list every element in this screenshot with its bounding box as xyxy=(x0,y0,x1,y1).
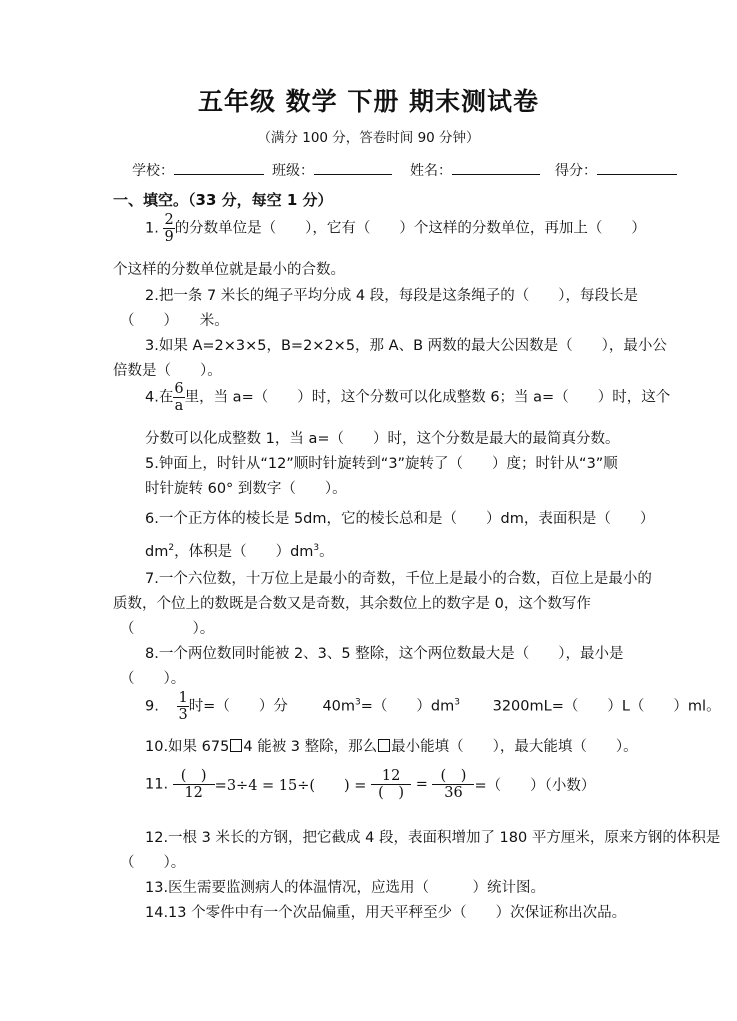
question-4-prefix: 4.在 xyxy=(145,389,174,406)
class-field xyxy=(272,160,392,180)
question-3-line-2: 倍数是（ ）。 xyxy=(113,363,222,379)
question-14-line: 14.13 个零件中有一个次品偏重，用天平秤至少（ ）次保证称出次品。 xyxy=(145,905,627,921)
question-5-line-2: 时针旋转 60° 到数字（ ）。 xyxy=(145,481,347,497)
question-9-part-4: 3200mL=（ ）L（ ）ml。 xyxy=(492,698,721,715)
score-label: 得分： xyxy=(555,163,597,179)
question-2-line-2: （ ） 米。 xyxy=(120,313,229,329)
score-field xyxy=(555,160,677,180)
question-2-line-1: 2.把一条 7 米长的绳子平均分成 4 段，每段是这条绳子的（ ），每段长是 xyxy=(145,288,638,304)
fraction-2-9: $\frac{2}{9}$ xyxy=(164,212,174,245)
name-blank[interactable] xyxy=(452,160,540,175)
section-heading: 一、填空。（33 分，每空 1 分） xyxy=(113,191,333,209)
class-blank[interactable] xyxy=(314,160,392,175)
question-6-end: 。 xyxy=(319,544,334,560)
question-12-line-2: （ ）。 xyxy=(120,855,186,871)
superscript-3b: 3 xyxy=(454,697,460,708)
question-7-line-3: （ ）。 xyxy=(120,621,215,637)
question-1-line-1 xyxy=(145,212,646,245)
question-6-volume-text: ，体积是（ ）dm xyxy=(174,544,314,560)
question-11-number: 11. xyxy=(145,776,169,793)
question-11-equation-2: = xyxy=(415,776,428,793)
question-7-line-2: 质数，个位上的数既是合数又是奇数，其余数位上的数字是 0，这个数写作 xyxy=(113,596,591,612)
fraction-6-a: $\frac{6}{a}$ xyxy=(174,381,184,414)
question-10-line xyxy=(145,735,638,756)
question-11-tail: =（ ）（小数） xyxy=(474,778,596,794)
score-blank[interactable] xyxy=(597,160,677,175)
name-field xyxy=(410,160,540,180)
question-7-line-1: 7.一个六位数，十万位上是最小的奇数，千位上是最小的合数，百位上是最小的 xyxy=(145,571,652,587)
page-title: 五年级 数学 下册 期末测试卷 xyxy=(197,87,540,116)
blank-box-icon xyxy=(378,739,390,752)
question-3-line-1: 3.如果 A=2×3×5，B=2×2×5，那 A、B 两数的最大公因数是（ ），最小公 xyxy=(145,338,667,354)
superscript-3: 3 xyxy=(313,543,320,553)
question-10-prefix: 10.如果 675 xyxy=(145,739,230,755)
blank-box-icon xyxy=(230,739,242,752)
question-9-number: 9. xyxy=(145,698,159,715)
school-blank[interactable] xyxy=(174,160,264,175)
school-label: 学校： xyxy=(132,163,174,179)
question-8-line-2: （ ）。 xyxy=(120,671,186,687)
superscript-2: 2 xyxy=(168,543,175,553)
question-1-text: 的分数单位是（ ），它有（ ）个这样的分数单位，再加上（ ） xyxy=(174,220,646,237)
question-1-number: 1. xyxy=(145,220,159,237)
question-11-equation-1: =3÷4 = 15÷( ) = xyxy=(214,778,367,794)
question-8-line-1: 8.一个两位数同时能被 2、3、5 整除，这个两位数最大是（ ），最小是 xyxy=(145,646,624,662)
fraction-blank-36: $\frac{( )}{36}$ xyxy=(432,768,474,801)
question-1-line-2: 个这样的分数单位就是最小的合数。 xyxy=(113,262,345,278)
fraction-12-blank: $\frac{12}{( )}$ xyxy=(371,768,411,801)
question-6-line-1: 6.一个正方体的棱长是 5dm，它的棱长总和是（ ）dm，表面积是（ ） xyxy=(145,511,655,527)
question-13-line: 13.医生需要监测病人的体温情况，应选用（ ）统计图。 xyxy=(145,880,546,896)
question-4-line-2: 分数可以化成整数 1，当 a=（ ）时，这个分数是最大的最简真分数。 xyxy=(145,431,620,447)
school-field xyxy=(132,160,264,180)
question-11-line xyxy=(145,768,595,801)
question-12-line-1: 12.一根 3 米长的方钢，把它截成 4 段，表面积增加了 180 平方厘米，原来方钢的体积是 xyxy=(145,830,721,846)
question-6-line-2 xyxy=(145,540,334,561)
question-10-middle: 4 能被 3 整除，那么 xyxy=(243,739,378,755)
name-label: 姓名： xyxy=(410,163,452,179)
fraction-blank-12: $\frac{( )}{12}$ xyxy=(173,768,215,801)
question-5-line-1: 5.钟面上，时针从“12”顺时针旋转到“3”旋转了（ ）度；时针从“3”顺 xyxy=(145,456,618,472)
fraction-1-3: $\frac{1}{3}$ xyxy=(178,690,188,723)
question-9-part-2: 40m xyxy=(322,698,356,715)
question-9-part-1: 时=（ ）分 xyxy=(188,698,288,715)
question-4-text: 里，当 a=（ ）时，这个分数可以化成整数 6；当 a=（ ）时，这个 xyxy=(184,389,671,406)
question-9-line xyxy=(145,690,721,723)
question-10-suffix: 最小能填（ ），最大能填（ ）。 xyxy=(391,739,638,755)
unit-dm2: dm xyxy=(145,544,169,560)
question-4-line-1 xyxy=(145,381,670,414)
class-label: 班级： xyxy=(272,163,314,179)
superscript-3a: 3 xyxy=(355,697,361,708)
page-subtitle: （满分 100 分，答卷时间 90 分钟） xyxy=(257,130,480,146)
question-9-part-3: =（ ）dm xyxy=(360,698,455,715)
